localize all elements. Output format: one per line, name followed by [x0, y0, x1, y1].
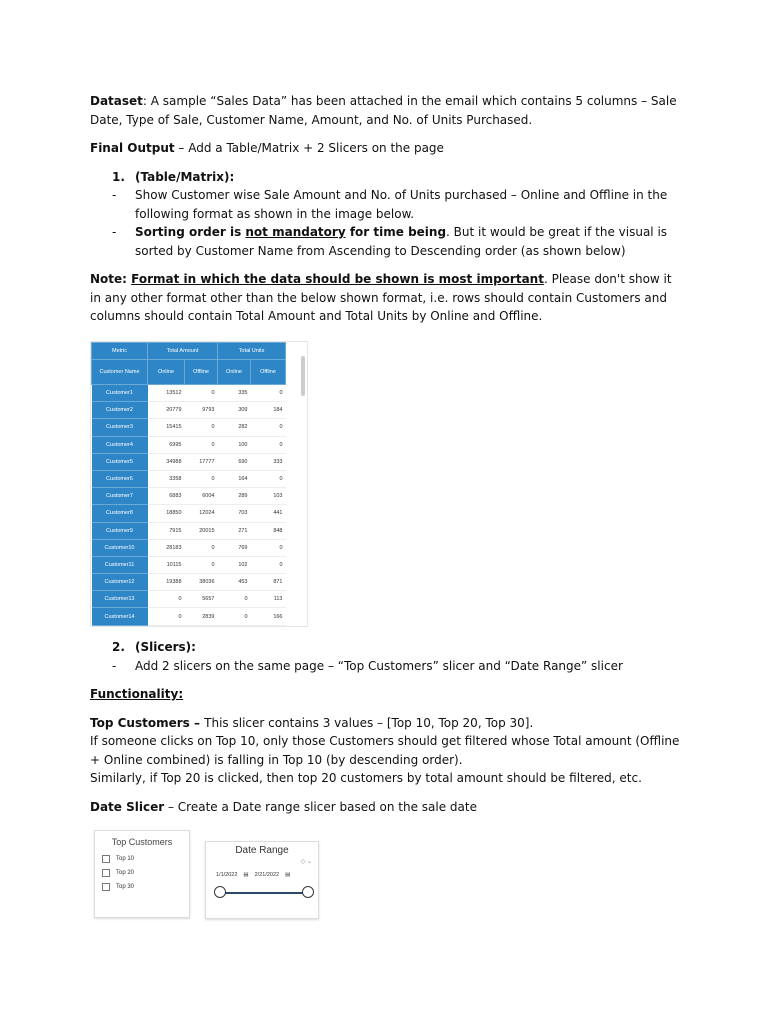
amount-online-cell: 0: [148, 608, 185, 625]
units-online-cell: 100: [218, 436, 251, 453]
units-online-cell: 453: [218, 574, 251, 591]
checkbox-icon[interactable]: [102, 855, 110, 863]
functionality-heading: [90, 685, 680, 704]
customer-name-cell: Customer2: [92, 402, 148, 419]
end-date-input[interactable]: 2/21/2022: [254, 872, 280, 878]
amount-offline-cell: 5657: [185, 591, 218, 608]
header-metric: Metric: [92, 343, 148, 360]
customer-name-cell: Customer7: [92, 488, 148, 505]
slicer-option-top-20[interactable]: Top 20: [102, 869, 189, 877]
amount-offline-cell: 0: [185, 470, 218, 487]
table-row: [92, 453, 286, 470]
item-1-number: 1.: [112, 169, 125, 184]
dataset-text: : A sample “Sales Data” has been attached in the email which contains 5 columns – Sale Date, Type of Sale, Customer Name, Amount, and No. of Units Purchased.: [90, 94, 677, 127]
customer-name-cell: Customer5: [92, 453, 148, 470]
units-online-cell: 703: [218, 505, 251, 522]
amount-online-cell: 3358: [148, 470, 185, 487]
top-customers-label: Top Customers –: [90, 715, 205, 730]
units-offline-cell: 0: [251, 436, 286, 453]
amount-offline-cell: 20015: [185, 522, 218, 539]
amount-offline-cell: 6004: [185, 488, 218, 505]
final-output-label: Final Output: [90, 141, 175, 155]
header-units-offline: Offline: [251, 360, 286, 385]
units-offline-cell: 871: [251, 574, 286, 591]
amount-offline-cell: 17777: [185, 453, 218, 470]
amount-online-cell: 0: [148, 591, 185, 608]
final-output-paragraph: [90, 139, 680, 158]
customer-name-cell: Customer1: [92, 385, 148, 402]
units-offline-cell: 0: [251, 419, 286, 436]
bullet-3: - Add 2 slicers on the same page – “Top Customers” slicer and “Date Range” slicer: [112, 658, 623, 673]
top-customers-paragraph-3: [90, 769, 680, 788]
units-online-cell: 769: [218, 539, 251, 556]
table-row: [92, 522, 286, 539]
units-offline-cell: 166: [251, 608, 286, 625]
units-online-cell: 309: [218, 402, 251, 419]
header-customer-name[interactable]: Customer Name: [92, 360, 148, 385]
units-online-cell: 289: [218, 488, 251, 505]
amount-online-cell: 10115: [148, 556, 185, 573]
date-range-slicer-title: Date Range: [235, 845, 289, 856]
table-row: [92, 385, 286, 402]
date-range-end-handle[interactable]: [302, 886, 314, 898]
units-offline-cell: 103: [251, 488, 286, 505]
item-1-heading: [90, 168, 680, 187]
units-offline-cell: 333: [251, 453, 286, 470]
customer-name-cell: Customer6: [92, 470, 148, 487]
customer-name-cell: Customer9: [92, 522, 148, 539]
amount-offline-cell: 0: [185, 419, 218, 436]
calendar-icon[interactable]: ▤: [243, 872, 249, 878]
table-row: [92, 402, 286, 419]
top-customers-text: This slicer contains 3 values – [Top 10, Top 20, Top 30].: [204, 715, 534, 730]
date-slicer-text: – Create a Date range slicer based on the sale date: [164, 799, 477, 814]
date-inputs: [216, 872, 312, 878]
units-offline-cell: 0: [251, 539, 286, 556]
customer-name-cell: Customer3: [92, 419, 148, 436]
units-offline-cell: 0: [251, 385, 286, 402]
header-total-amount: Total Amount: [148, 343, 218, 360]
table-row: [92, 591, 286, 608]
bullet-2-bold-a: Sorting order is: [135, 225, 246, 239]
customer-name-cell: Customer10: [92, 539, 148, 556]
table-row: [92, 436, 286, 453]
customer-name-cell: Customer11: [92, 556, 148, 573]
matrix-visual: [90, 341, 308, 627]
note-underlined: Format in which the data should be shown is most important: [131, 272, 544, 286]
top-customers-text-2: If someone clicks on Top 10, only those Customers should get filtered whose Total amount (Offline + Online combined) is falling in Top 10 (by descending order).: [90, 734, 680, 767]
checkbox-icon[interactable]: [102, 883, 110, 891]
units-online-cell: 0: [218, 608, 251, 625]
amount-offline-cell: 2839: [185, 608, 218, 625]
amount-online-cell: 18850: [148, 505, 185, 522]
bullet-2: - Sorting order is not mandatory for time being. But it would be great if the visual is sorted by Customer Name from Ascending to Descending order (as shown below): [112, 225, 668, 258]
matrix-scrollbar[interactable]: [301, 356, 305, 396]
dataset-label: Dataset: [90, 94, 143, 108]
matrix-body: [92, 385, 286, 626]
functionality-label: Functionality:: [90, 687, 184, 701]
top-customers-paragraph-2: [90, 732, 680, 769]
amount-online-cell: 15415: [148, 419, 185, 436]
header-units-online: Online: [218, 360, 251, 385]
amount-online-cell: 13512: [148, 385, 185, 402]
table-row: [92, 419, 286, 436]
customer-name-cell: Customer14: [92, 608, 148, 625]
checkbox-icon[interactable]: [102, 869, 110, 877]
units-online-cell: 164: [218, 470, 251, 487]
document-body: [90, 92, 680, 336]
amount-offline-cell: 0: [185, 556, 218, 573]
amount-online-cell: 28183: [148, 539, 185, 556]
document-body-2: [90, 638, 680, 826]
item-2-heading: [90, 638, 680, 657]
amount-online-cell: 20779: [148, 402, 185, 419]
units-offline-cell: 0: [251, 556, 286, 573]
item-1-title: (Table/Matrix):: [135, 169, 235, 184]
slicer-option-top-10[interactable]: Top 10: [102, 855, 189, 863]
start-date-input[interactable]: 1/1/2022: [216, 872, 238, 878]
bullet-3-text: Add 2 slicers on the same page – “Top Customers” slicer and “Date Range” slicer: [135, 658, 623, 673]
customer-name-cell: Customer4: [92, 436, 148, 453]
units-offline-cell: 184: [251, 402, 286, 419]
top-customers-paragraph: [90, 714, 680, 733]
bullet-2-bold-c: for time being: [345, 225, 447, 239]
units-offline-cell: 848: [251, 522, 286, 539]
amount-offline-cell: 0: [185, 436, 218, 453]
top-customers-text-3: Similarly, if Top 20 is clicked, then top 20 customers by total amount should be filtered, etc.: [90, 771, 642, 785]
table-row: [92, 556, 286, 573]
header-total-units: Total Units: [218, 343, 286, 360]
date-range-track[interactable]: [220, 892, 306, 894]
final-output-text: – Add a Table/Matrix + 2 Slicers on the page: [174, 141, 444, 155]
units-online-cell: 690: [218, 453, 251, 470]
date-slicer-label: Date Slicer: [90, 799, 165, 814]
item-2-title: (Slicers):: [135, 640, 196, 654]
units-online-cell: 282: [218, 419, 251, 436]
customer-name-cell: Customer8: [92, 505, 148, 522]
customer-name-cell: Customer13: [92, 591, 148, 608]
slicer-option-top-30[interactable]: Top 30: [102, 883, 189, 891]
table-row: [92, 488, 286, 505]
amount-online-cell: 6883: [148, 488, 185, 505]
amount-offline-cell: 0: [185, 539, 218, 556]
units-offline-cell: 441: [251, 505, 286, 522]
bullet-2-text: . But it would be great if the visual is sorted by Customer Name from Ascending to Descending order (as shown below): [135, 225, 668, 258]
dataset-paragraph: [90, 92, 680, 129]
customer-name-cell: Customer12: [92, 574, 148, 591]
units-online-cell: 335: [218, 385, 251, 402]
amount-offline-cell: 0: [185, 385, 218, 402]
table-row: [92, 539, 286, 556]
bullet-1-text: Show Customer wise Sale Amount and No. of Units purchased – Online and Offline in the following format as shown in the image below.: [135, 188, 668, 221]
top-customers-slicer: [94, 830, 190, 918]
bullet-2-underlined: not mandatory: [245, 225, 346, 239]
bullet-1: - Show Customer wise Sale Amount and No. of Units purchased – Online and Offline in the following format as shown in the image below.: [112, 188, 668, 221]
top-customers-slicer-title: Top Customers: [111, 837, 173, 847]
header-amount-online: Online: [148, 360, 185, 385]
date-slicer-paragraph: [90, 798, 680, 817]
note-label: Note:: [90, 272, 132, 286]
units-online-cell: 271: [218, 522, 251, 539]
amount-online-cell: 6995: [148, 436, 185, 453]
amount-offline-cell: 38036: [185, 574, 218, 591]
note-text: . Please don't show it in any other format other than the below shown format, i.e. rows should contain Customers and columns should contain Total Amount and Total Units by Online and Offline.: [90, 272, 672, 323]
header-amount-offline: Offline: [185, 360, 218, 385]
units-offline-cell: 113: [251, 591, 286, 608]
amount-online-cell: 7915: [148, 522, 185, 539]
date-range-start-handle[interactable]: [214, 886, 226, 898]
table-row: [92, 470, 286, 487]
amount-online-cell: 19388: [148, 574, 185, 591]
units-online-cell: 0: [218, 591, 251, 608]
units-offline-cell: 0: [251, 470, 286, 487]
units-online-cell: 102: [218, 556, 251, 573]
eraser-chevron-icon[interactable]: ◇ ⌄: [300, 859, 312, 865]
table-row: [92, 505, 286, 522]
amount-offline-cell: 12024: [185, 505, 218, 522]
table-row: [92, 608, 286, 625]
date-range-slicer: [205, 841, 319, 919]
calendar-icon[interactable]: ▤: [285, 872, 291, 878]
amount-offline-cell: 9793: [185, 402, 218, 419]
table-row: [92, 574, 286, 591]
item-2-number: 2.: [112, 640, 125, 654]
amount-online-cell: 34988: [148, 453, 185, 470]
note-paragraph: [90, 270, 680, 326]
matrix-table: [91, 342, 286, 626]
